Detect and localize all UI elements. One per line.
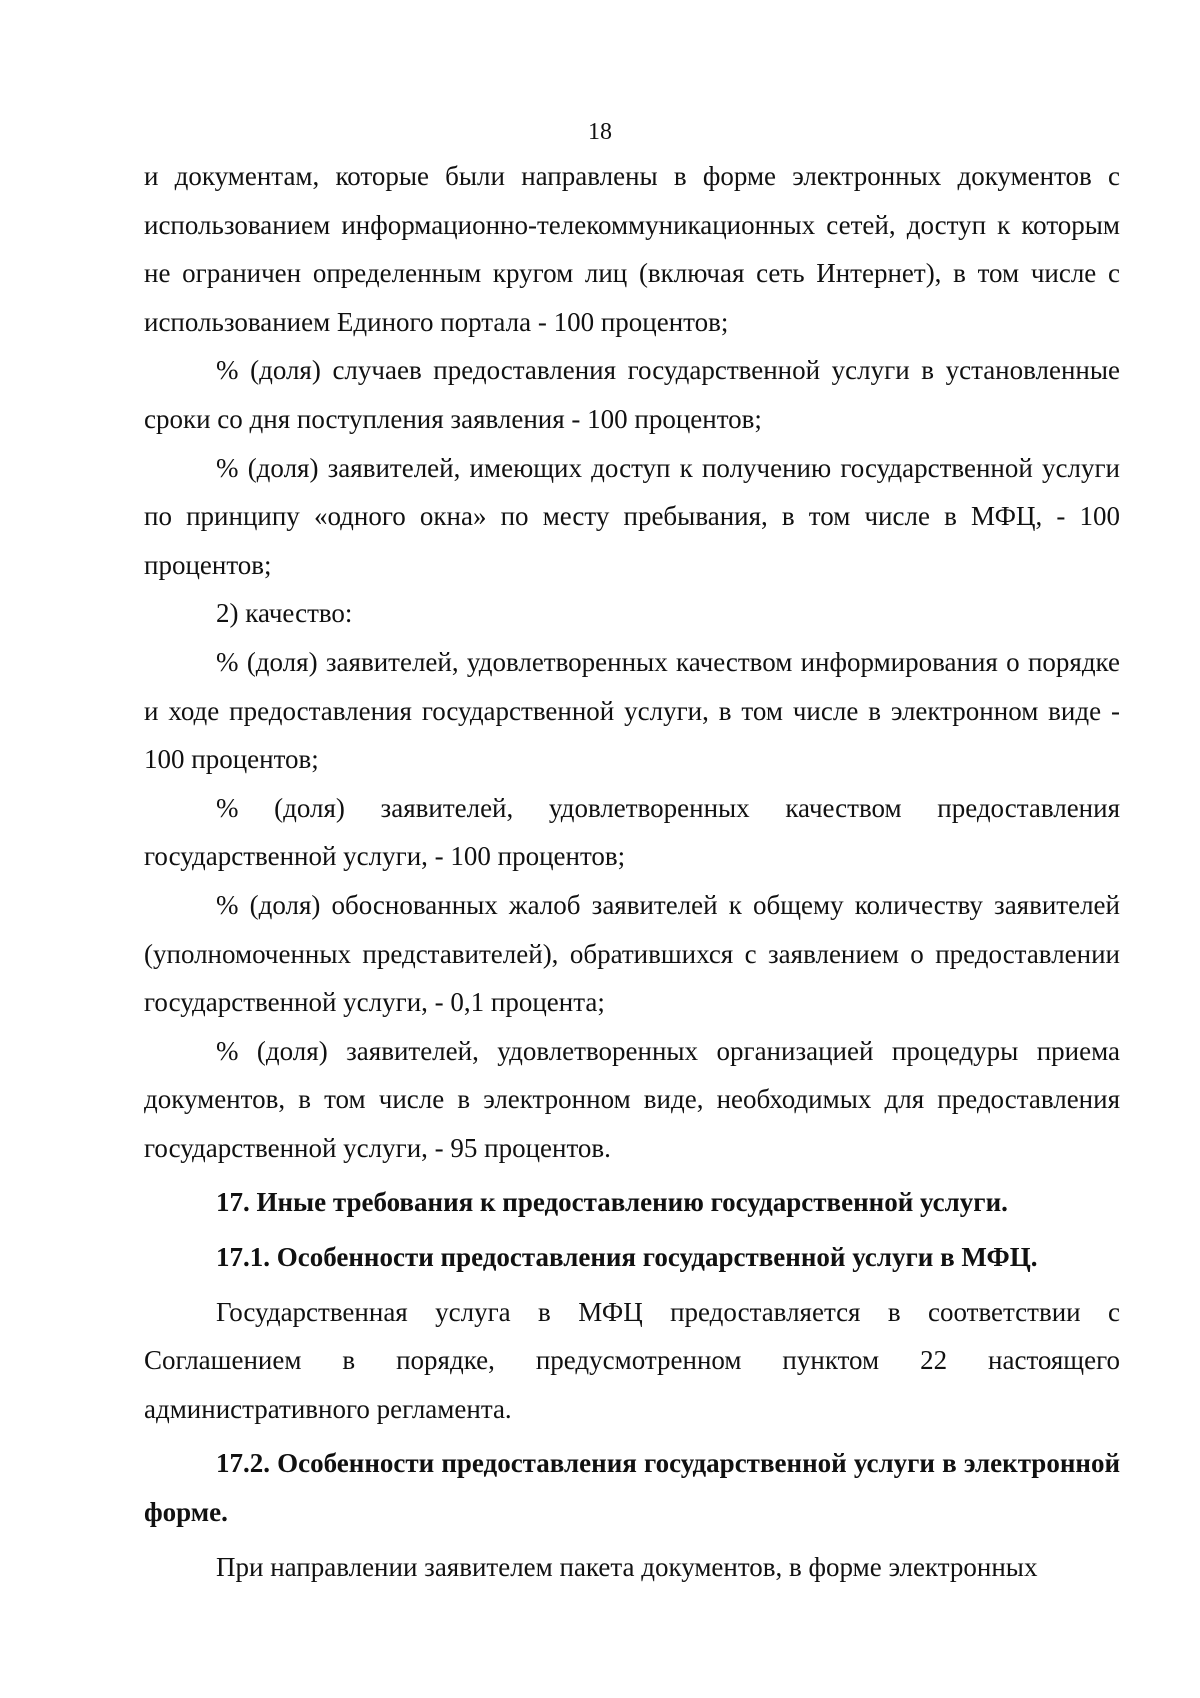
section-heading-17: 17. Иные требования к предоставлению государственной услуги. xyxy=(216,1187,1008,1218)
paragraph-service-satisfaction: % (доля) заявителей, удовлетворенных качеством предоставления государственной услуги, - 100 процентов; xyxy=(144,792,1120,872)
paragraph-continuation: и документам, которые были направлены в форме электронных документов с использованием информационно-телекоммуникационных сетей, доступ к которым не ограничен определенным кругом лиц (включая сеть Интернет), в том числе с использованием Единого портала - 100 процентов; xyxy=(144,161,1120,337)
paragraph-complaints: % (доля) обоснованных жалоб заявителей к общему количеству заявителей (уполномоченных представителей), обратившихся с заявлением о предоставлении государственной услуги, - 0,1 процента; xyxy=(144,889,1120,1018)
paragraph-quality-heading: 2) качество: xyxy=(216,598,353,629)
paragraph-one-window-access: % (доля) заявителей, имеющих доступ к получению государственной услуги по принципу «одного окна» по месту пребывания, в том числе в МФЦ, - 100 процентов; xyxy=(144,452,1120,580)
paragraph-timely-service: % (доля) случаев предоставления государственной услуги в установленные сроки со дня поступления заявления - 100 процентов; xyxy=(144,355,1120,434)
paragraph-electronic-submission: При направлении заявителем пакета документов, в форме электронных xyxy=(216,1551,1038,1582)
paragraph-mfc-agreement: Государственная услуга в МФЦ предоставляется в соответствии с Соглашением в порядке, предусмотренном пунктом 22 настоящего административного регламента. xyxy=(144,1296,1120,1424)
document-body xyxy=(144,152,1120,1591)
section-heading-17-2: 17.2. Особенности предоставления государственной услуги в электронной форме. xyxy=(144,1448,1120,1528)
section-heading-17-1: 17.1. Особенности предоставления государственной услуги в МФЦ. xyxy=(216,1242,1038,1273)
page-number: 18 xyxy=(588,119,612,145)
paragraph-intake-satisfaction: % (доля) заявителей, удовлетворенных организацией процедуры приема документов, в том числе в электронном виде, необходимых для предоставления государственной услуги, - 95 процентов. xyxy=(144,1035,1120,1163)
paragraph-informing-satisfaction: % (доля) заявителей, удовлетворенных качеством информирования о порядке и ходе предоставления государственной услуги, в том числе в электронном виде - 100 процентов; xyxy=(144,646,1120,775)
